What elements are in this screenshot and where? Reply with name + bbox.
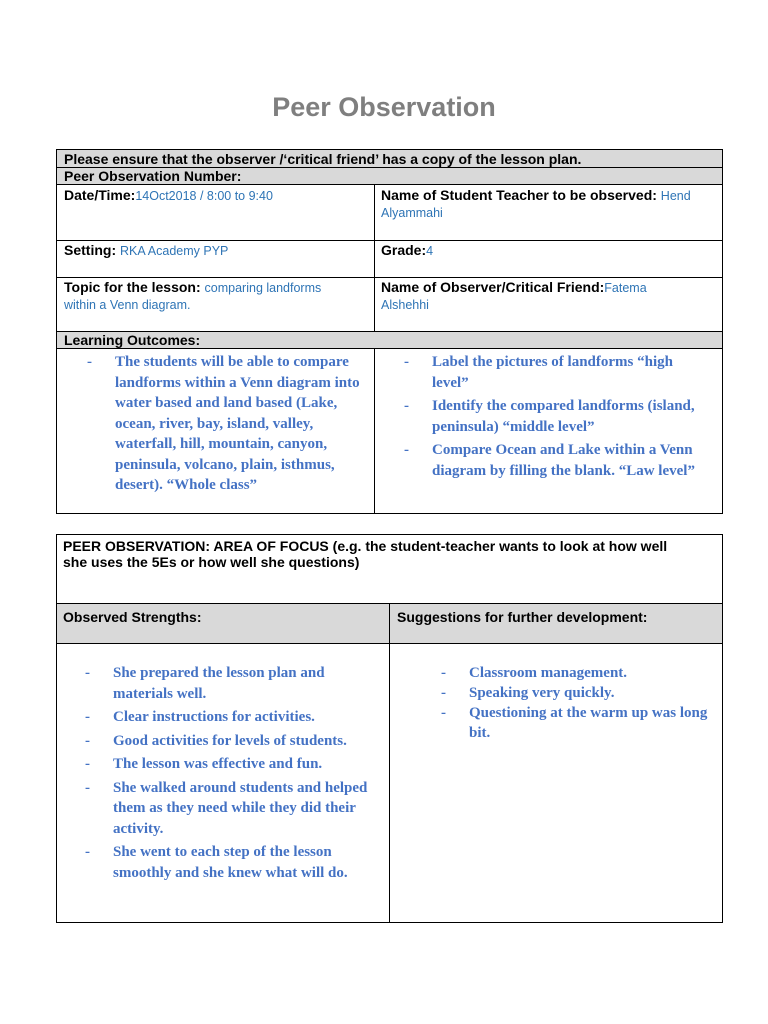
topic-label: Topic for the lesson: — [64, 279, 205, 295]
list-item: - Clear instructions for activities. — [85, 709, 315, 725]
list-item: - She prepared the lesson plan and materials well. — [85, 665, 325, 702]
setting-value: RKA Academy PYP — [120, 244, 229, 258]
list-item: - Good activities for levels of students. — [85, 732, 347, 749]
student-teacher-value-2: Alyammahi — [381, 206, 443, 220]
student-teacher-field — [381, 187, 721, 221]
strengths-list — [85, 663, 375, 883]
setting-label: Setting: — [64, 242, 120, 258]
topic-value-2: within a Venn diagram. — [64, 298, 191, 312]
datetime-label: Date/Time: — [64, 187, 136, 203]
setting-field — [64, 242, 228, 259]
list-item: - The lesson was effective and fun. — [85, 756, 323, 772]
list-item: - Questioning at the warm up was long bit. — [441, 705, 708, 741]
list-item: - She went to each step of the lesson smoothly and she knew what will do. — [85, 844, 348, 881]
suggestions-label: Suggestions for further development: — [397, 609, 648, 625]
list-item: - Compare Ocean and Lake within a Venn diagram by filling the blank. “Law level” — [404, 442, 695, 479]
student-teacher-label: Name of Student Teacher to be observed: — [381, 187, 661, 203]
learning-outcomes-label: Learning Outcomes: — [64, 332, 201, 348]
observer-field — [381, 279, 721, 313]
grade-label: Grade: — [381, 242, 427, 258]
area-of-focus-label: PEER OBSERVATION: AREA OF FOCUS (e.g. the student-teacher wants to look at how well she uses the 5Es or how well she questions) — [63, 538, 668, 570]
student-teacher-value-1: Hend — [660, 189, 691, 203]
list-item: - She walked around students and helped them as they need while they did their activity. — [85, 779, 368, 837]
observation-number-label: Peer Observation Number: — [64, 168, 242, 184]
datetime-field — [64, 187, 273, 204]
lesson-plan-notice: Please ensure that the observer /‘critical friend’ has a copy of the lesson plan. — [64, 151, 582, 167]
grade-field — [381, 242, 433, 259]
page-title: Peer Observation — [272, 92, 496, 122]
observed-strengths-label: Observed Strengths: — [63, 609, 202, 625]
topic-field — [64, 279, 369, 313]
list-item: - Speaking very quickly. — [441, 685, 615, 701]
list-item: - Label the pictures of landforms “high level” — [404, 354, 673, 391]
area-of-focus-table — [56, 534, 723, 923]
observer-value-1: Fatema — [604, 281, 647, 295]
list-item: - The students will be able to compare landforms within a Venn diagram into water based and land based (Lake, ocean, river, bay, island, valley, waterfall, hill, mountain, canyon, peninsula, volcano, plain, isthmus, desert). “Whole class” — [87, 354, 360, 493]
outcomes-right-list — [404, 352, 709, 482]
outcomes-left-list — [87, 352, 367, 496]
datetime-value: 14Oct2018 / 8:00 to 9:40 — [135, 189, 273, 203]
observer-value-2: Alshehhi — [381, 298, 429, 312]
suggestions-list — [441, 663, 711, 743]
list-item: - Classroom management. — [441, 665, 628, 681]
lesson-info-table — [56, 149, 723, 514]
observer-label: Name of Observer/Critical Friend: — [381, 279, 605, 295]
grade-value: 4 — [426, 244, 434, 258]
list-item: - Identify the compared landforms (island, peninsula) “middle level” — [404, 398, 695, 435]
topic-value-1: comparing landforms — [204, 281, 322, 295]
